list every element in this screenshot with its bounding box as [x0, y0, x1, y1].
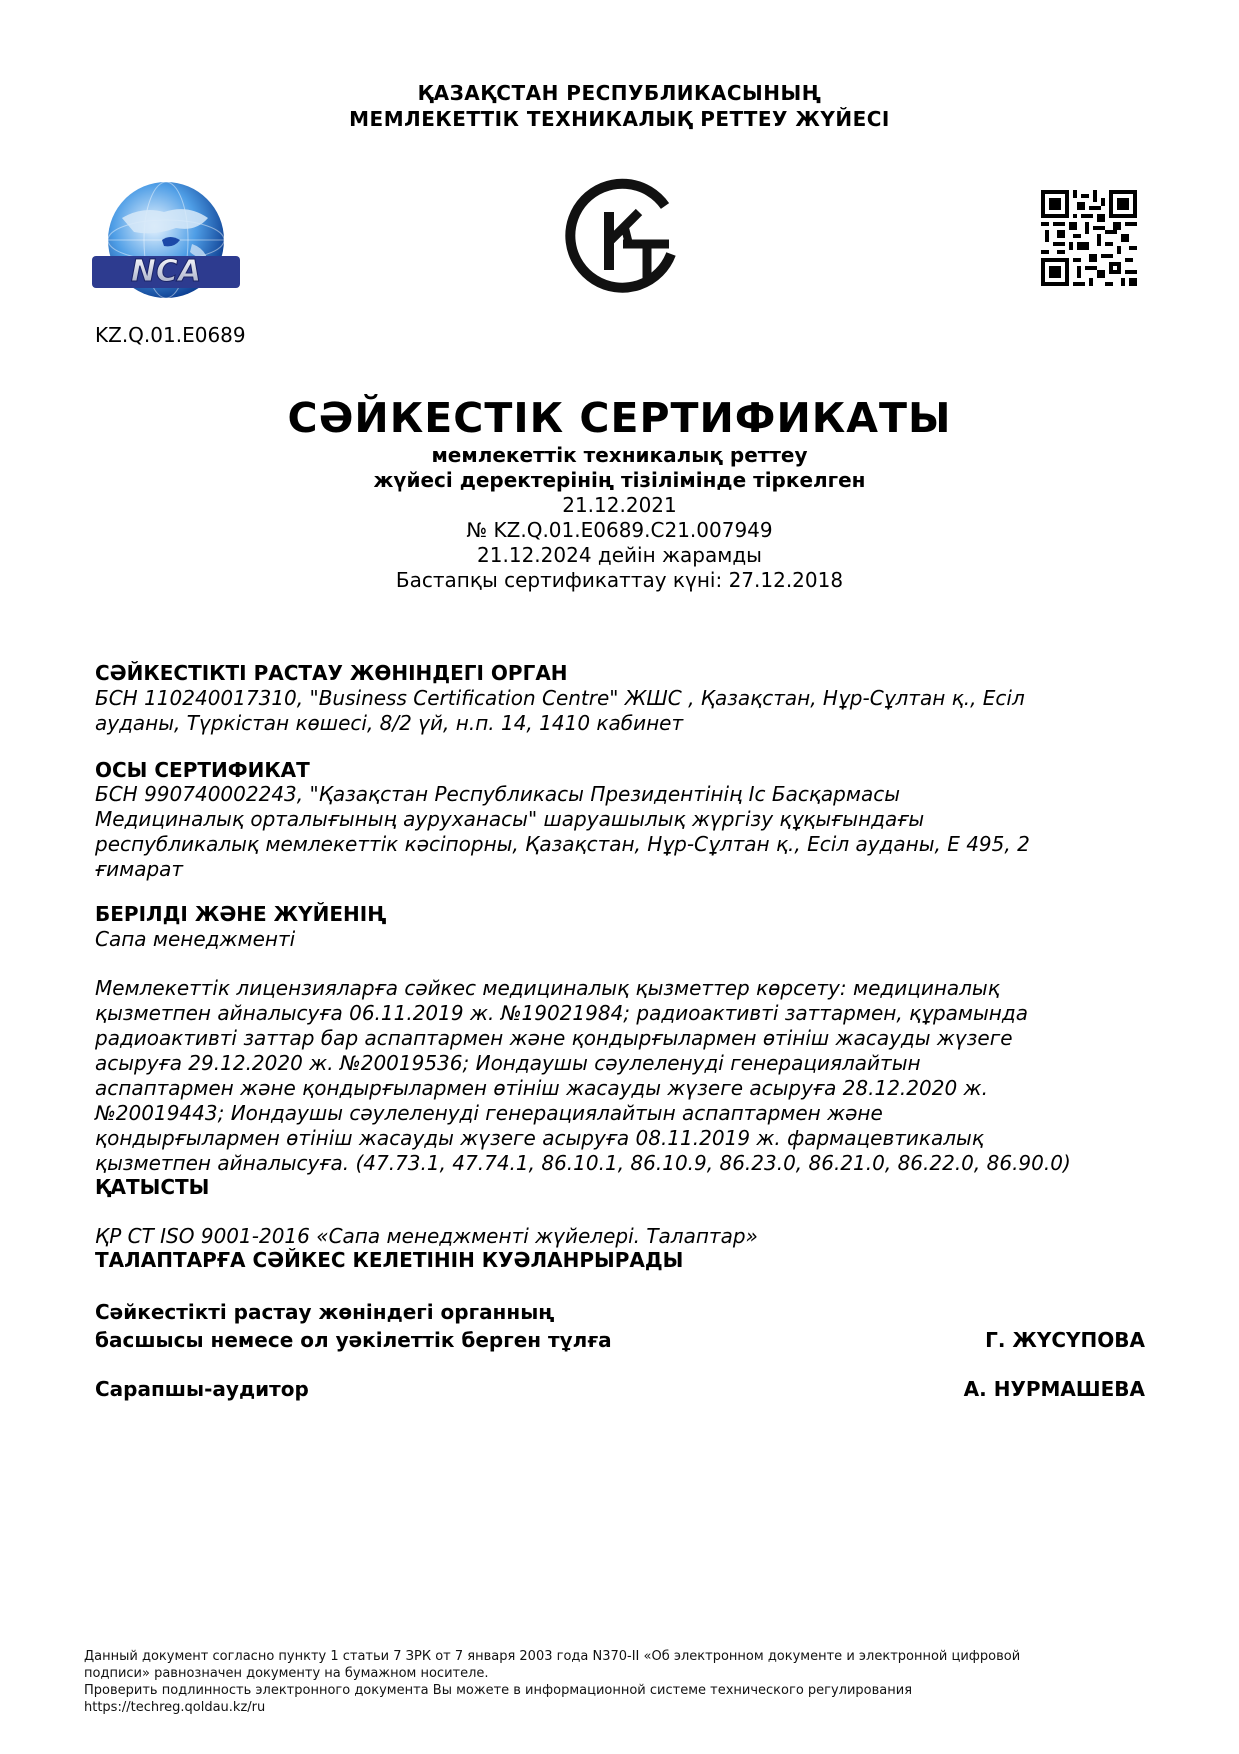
footer-note: [84, 1648, 1164, 1716]
issued-system-heading: БЕРІЛДІ ЖӘНЕ ЖҮЙЕНІҢ: [95, 902, 387, 926]
footer-verification-link[interactable]: https://techreg.qoldau.kz/ru: [84, 1700, 266, 1715]
scope-line-3: радиоактивті заттар бар аспаптармен және қондырғылармен өтініш жасауды жүзеге: [95, 1026, 1013, 1050]
registration-date: 21.12.2021: [562, 493, 677, 517]
head-title-line-1: Сәйкестікті растау жөніндегі органның: [95, 1300, 555, 1324]
nca-logo-text: NCA: [130, 254, 202, 289]
footer-line-1: Данный документ согласно пункту 1 статьи 7 ЗРК от 7 января 2003 года N370-II «Об электронном документе и электронной цифровой: [84, 1649, 1021, 1664]
auditor-name: А. НУРМАШЕВА: [963, 1377, 1145, 1401]
certification-body-details: [95, 686, 1155, 736]
head-signatory-title: [95, 1298, 612, 1354]
certification-body-line-2: ауданы, Түркістан көшесі, 8/2 үй, н.п. 14, 1410 кабинет: [95, 711, 684, 735]
scope-line-8: қызметпен айналысуға. (47.73.1, 47.74.1, 86.10.1, 86.10.9, 86.23.0, 86.21.0, 86.22.0, 86.90.0): [95, 1151, 1071, 1175]
holder-line-4: ғимарат: [95, 857, 184, 881]
certificate-holder-details: [95, 782, 1155, 882]
issued-system-value: Сапа менеджменті: [95, 927, 296, 951]
holder-line-3: республикалық мемлекеттік кәсіпорны, Қазақстан, Нұр-Сұлтан қ., Есіл ауданы, Е 495, 2: [95, 832, 1030, 856]
kt-conformity-logo: [565, 178, 683, 296]
scope-line-2: қызметпен айналысуға 06.11.2019 ж. №19021984; радиоактивті заттармен, құрамында: [95, 1001, 1028, 1025]
footer-line-2: подписи» равнозначен документу на бумажном носителе.: [84, 1666, 489, 1681]
footer-line-3: Проверить подлинность электронного документа Вы можете в информационной системе технического регулирования: [84, 1683, 913, 1698]
certificate-subtitle-1: мемлекеттік техникалық реттеу: [431, 443, 808, 467]
qr-code-icon: [1041, 190, 1137, 286]
nca-logo: [92, 178, 240, 310]
certificate-holder-heading: ОСЫ СЕРТИФИКАТ: [95, 758, 310, 782]
scope-line-6: №20019443; Иондаушы сәулеленуді генерациялайтын аспаптармен және: [95, 1101, 883, 1125]
certification-body-heading: СӘЙКЕСТІКТІ РАСТАУ ЖӨНІНДЕГІ ОРГАН: [95, 661, 568, 685]
scope-line-7: қондырғылармен өтініш жасауды жүзеге асыруға 08.11.2019 ж. фармацевтикалық: [95, 1126, 984, 1150]
compliance-heading: ТАЛАПТАРҒА СӘЙКЕС КЕЛЕТІНІН КУӘЛАНРЫРАДЫ: [95, 1248, 684, 1272]
head-title-line-2: басшысы немесе ол уәкілеттік берген тұлға: [95, 1328, 612, 1352]
standard-value: ҚР СТ ISO 9001-2016 «Сапа менеджменті жүйелері. Талаптар»: [95, 1224, 758, 1248]
scope-line-5: аспаптармен және қондырғылармен өтініш жасауды жүзеге асыруға 28.12.2020 ж.: [95, 1076, 988, 1100]
header-line-1: ҚАЗАҚСТАН РЕСПУБЛИКАСЫНЫҢ: [417, 81, 822, 105]
certificate-title: СӘЙКЕСТІК СЕРТИФИКАТЫ: [287, 394, 952, 442]
scope-paragraph: [95, 976, 1155, 1176]
holder-line-1: БСН 990740002243, "Қазақстан Республикасы Президентінің Іс Басқармасы: [95, 782, 900, 806]
certificate-number: № KZ.Q.01.E0689.C21.007949: [466, 518, 773, 542]
valid-until: 21.12.2024 дейін жарамды: [477, 543, 762, 567]
registry-code: KZ.Q.01.E0689: [95, 323, 246, 347]
participation-heading: ҚАТЫСТЫ: [95, 1175, 210, 1199]
scope-line-4: асыруға 29.12.2020 ж. №20019536; Иондаушы сәулеленуді генерациялайтын: [95, 1051, 921, 1075]
header-line-2: МЕМЛЕКЕТТІК ТЕХНИКАЛЫҚ РЕТТЕУ ЖҮЙЕСІ: [349, 107, 890, 131]
head-signatory-name: Г. ЖҮСҮПОВА: [985, 1328, 1145, 1352]
auditor-label: Сарапшы-аудитор: [95, 1377, 309, 1401]
initial-certification-date: Бастапқы сертификаттау күні: 27.12.2018: [395, 568, 844, 592]
certification-body-line-1: БСН 110240017310, "Business Certification Centre" ЖШС , Қазақстан, Нұр-Сұлтан қ., Есіл: [95, 686, 1025, 710]
kt-logo-letters: КТ: [565, 178, 567, 179]
scope-line-1: Мемлекеттік лицензияларға сәйкес медициналық қызметтер көрсету: медициналық: [95, 976, 1000, 1000]
holder-line-2: Медициналық орталығының ауруханасы" шаруашылық жүргізу құқығындағы: [95, 807, 925, 831]
certificate-subtitle-2: жүйесі деректерінің тізілімінде тіркелген: [373, 468, 866, 492]
